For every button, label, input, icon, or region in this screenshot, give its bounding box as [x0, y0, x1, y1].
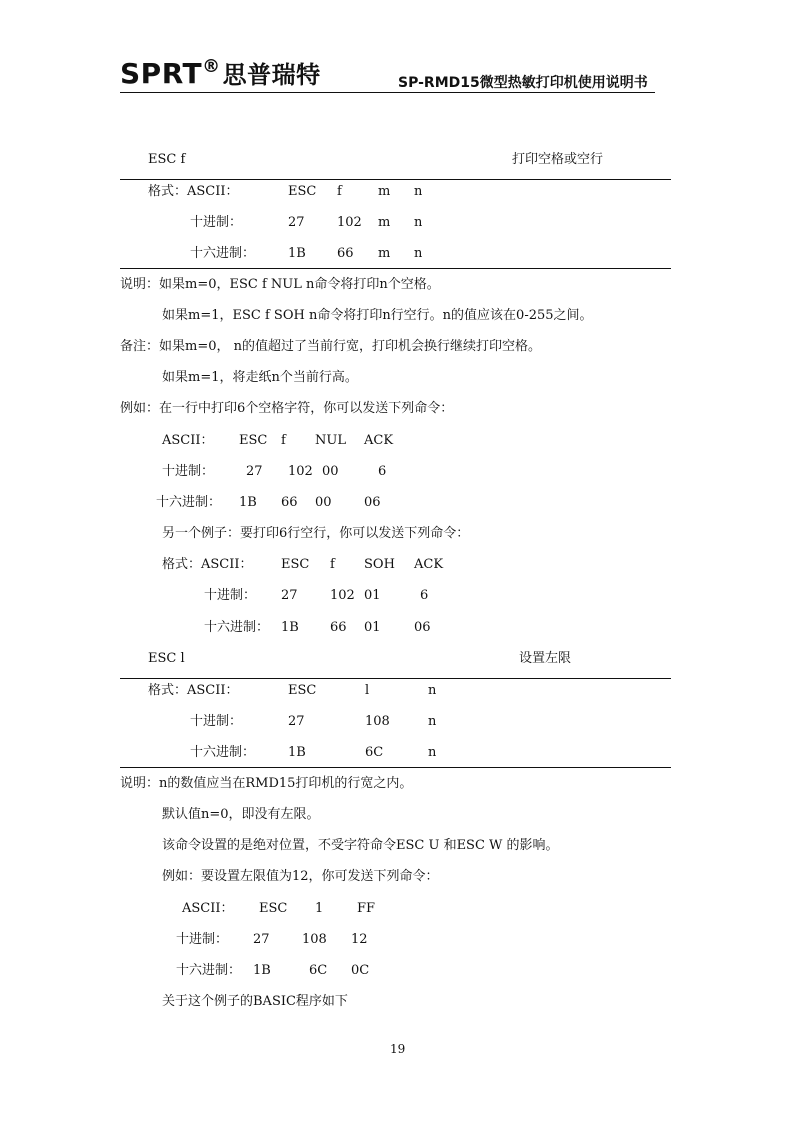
ex1-dec-2: 00	[322, 464, 339, 479]
cmd2-dec-label: 十进制：	[190, 714, 243, 729]
ex2-dec-label: 十进制：	[204, 588, 257, 603]
cmd2-ex-hex-1: 6C	[309, 963, 328, 978]
cmd1-dec-0: 27	[288, 215, 305, 230]
cmd2-rule-bottom	[120, 767, 671, 768]
brand-logo	[120, 56, 321, 90]
ex1-dec-0: 27	[246, 464, 263, 479]
brand-name: SPRT	[120, 57, 203, 90]
cmd2-ex-hex-0: 1B	[253, 963, 271, 978]
cmd2-ex-hex-label: 十六进制：	[176, 963, 242, 978]
ex2-hex-1: 66	[330, 620, 347, 635]
ex2-ascii-1: f	[330, 557, 335, 572]
cmd2-hex-label: 十六进制：	[190, 745, 256, 760]
cmd2-hex-1: 6C	[365, 745, 384, 760]
cmd2-note-3: 该命令设置的是绝对位置，不受字符命令ESC U 和ESC W 的影响。	[162, 838, 559, 853]
ex1-hex-0: 1B	[239, 495, 257, 510]
cmd2-example-intro: 例如：要设置左限值为12，你可发送下列命令：	[162, 869, 439, 884]
doc-title: SP-RMD15微型热敏打印机使用说明书	[398, 75, 648, 91]
ex1-dec-1: 102	[288, 464, 313, 479]
ex1-ascii-2: NUL	[315, 433, 346, 448]
cmd1-note-1: 说明：如果m=0，ESC f NUL n命令将打印n个空格。	[120, 277, 440, 292]
cmd2-dec-0: 27	[288, 714, 305, 729]
cmd2-ex-dec-0: 27	[253, 932, 270, 947]
ex2-dec-0: 27	[281, 588, 298, 603]
ex1-ascii-0: ESC	[239, 433, 268, 448]
cmd2-hex-0: 1B	[288, 745, 306, 760]
ex2-dec-2: 01	[364, 588, 381, 603]
cmd2-dec-2: n	[428, 714, 437, 729]
cmd1-name: ESC f	[148, 152, 186, 167]
ex2-ascii-3: ACK	[414, 557, 444, 572]
cmd2-ex-hex-2: 0C	[351, 963, 370, 978]
cmd1-note-3: 备注：如果m=0， n的值超过了当前行宽，打印机会换行继续打印空格。	[120, 339, 541, 354]
ex2-ascii-2: SOH	[364, 557, 395, 572]
cmd2-ex-ascii-label: ASCII：	[182, 901, 234, 916]
ex2-intro: 另一个例子：要打印6行空行，你可以发送下列命令：	[162, 526, 470, 541]
cmd2-hex-2: n	[428, 745, 437, 760]
cmd1-dec-2: m	[378, 215, 391, 230]
cmd2-ex-dec-1: 108	[302, 932, 327, 947]
ex1-hex-1: 66	[281, 495, 298, 510]
cmd1-hex-label: 十六进制：	[190, 246, 256, 261]
ex2-ascii-label: 格式：ASCII：	[162, 557, 253, 572]
cmd1-hex-3: n	[414, 246, 423, 261]
cmd2-ex-ascii-1: 1	[315, 901, 324, 916]
ex2-hex-label: 十六进制：	[204, 620, 270, 635]
ex1-hex-label: 十六进制：	[156, 495, 222, 510]
cmd1-dec-3: n	[414, 215, 423, 230]
cmd1-hex-2: m	[378, 246, 391, 261]
cmd1-rule-bottom	[120, 268, 671, 269]
header-rule	[120, 92, 655, 93]
cmd2-note-1: 说明：n的数值应当在RMD15打印机的行宽之内。	[120, 776, 413, 791]
ex1-dec-label: 十进制：	[162, 464, 215, 479]
cmd1-fmt-1: f	[337, 184, 342, 199]
ex2-hex-3: 06	[414, 620, 431, 635]
cmd1-fmt-2: m	[378, 184, 391, 199]
ex2-hex-0: 1B	[281, 620, 299, 635]
cmd2-ex-dec-2: 12	[351, 932, 368, 947]
ex2-hex-2: 01	[364, 620, 381, 635]
cmd1-fmt-0: ESC	[288, 184, 317, 199]
ex1-hex-3: 06	[364, 495, 381, 510]
cmd1-hex-0: 1B	[288, 246, 306, 261]
cmd1-desc: 打印空格或空行	[512, 152, 604, 167]
cmd1-hex-1: 66	[337, 246, 354, 261]
cmd1-fmt-3: n	[414, 184, 423, 199]
cmd2-fmt-label: 格式：ASCII：	[148, 683, 239, 698]
cmd2-ex-ascii-0: ESC	[259, 901, 288, 916]
cmd1-note-4: 如果m=1，将走纸n个当前行高。	[162, 370, 358, 385]
cmd1-dec-label: 十进制：	[190, 215, 243, 230]
ex2-ascii-0: ESC	[281, 557, 310, 572]
cmd2-name: ESC l	[148, 651, 185, 666]
cmd1-dec-1: 102	[337, 215, 362, 230]
ex2-dec-1: 102	[330, 588, 355, 603]
ex2-dec-3: 6	[420, 588, 429, 603]
brand-name-cn: 思普瑞特	[222, 61, 321, 89]
cmd2-desc: 设置左限	[519, 651, 572, 666]
cmd2-ex-dec-label: 十进制：	[176, 932, 229, 947]
cmd1-rule-top	[120, 179, 671, 180]
cmd2-fmt-2: n	[428, 683, 437, 698]
basic-program-intro: 关于这个例子的BASIC程序如下	[162, 994, 348, 1009]
ex1-ascii-3: ACK	[364, 433, 394, 448]
ex1-ascii-1: f	[281, 433, 286, 448]
cmd2-note-2: 默认值n=0，即没有左限。	[162, 807, 320, 822]
cmd2-fmt-1: l	[365, 683, 370, 698]
registered-mark: ®	[202, 56, 221, 77]
ex1-ascii-label: ASCII：	[162, 433, 214, 448]
cmd2-dec-1: 108	[365, 714, 390, 729]
cmd1-note-2: 如果m=1，ESC f SOH n命令将打印n行空行。n的值应该在0-255之间。	[162, 308, 593, 323]
cmd1-fmt-label: 格式：ASCII：	[148, 184, 239, 199]
cmd2-fmt-0: ESC	[288, 683, 317, 698]
cmd2-rule-top	[120, 678, 671, 679]
ex1-dec-3: 6	[378, 464, 387, 479]
cmd2-ex-ascii-2: FF	[357, 901, 376, 916]
cmd1-example-intro: 例如：在一行中打印6个空格字符，你可以发送下列命令：	[120, 401, 454, 416]
page-number: 19	[390, 1042, 406, 1056]
ex1-hex-2: 00	[315, 495, 332, 510]
